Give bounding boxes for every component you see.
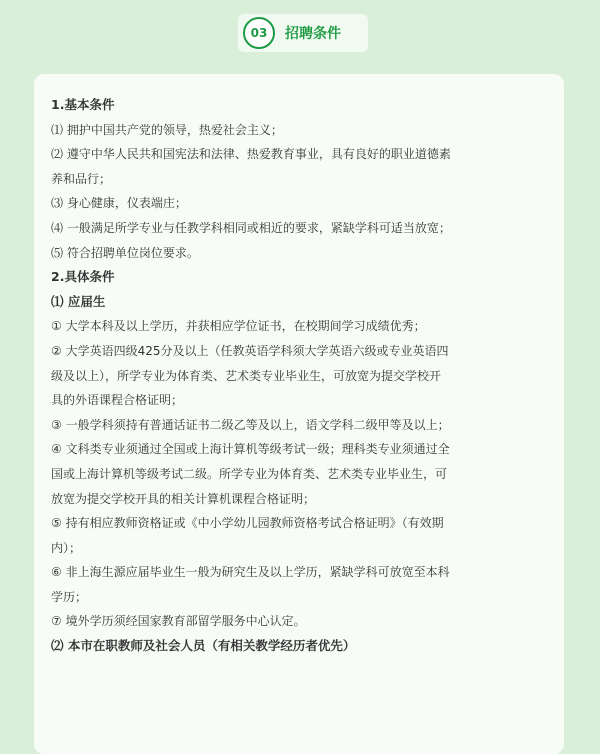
text-line: ② 大学英语四级425分及以上（任教英语学科须大学英语六级或专业英语四 <box>51 343 449 358</box>
text-line: ③ 一般学科须持有普通话证书二级乙等及以上，语文学科二级甲等及以上； <box>51 417 450 432</box>
text-line: 学历； <box>51 589 88 604</box>
text-line: ⑸ 符合招聘单位岗位要求。 <box>51 245 199 260</box>
text-line: ⑷ 一般满足所学专业与任教学科相同或相近的要求，紧缺学科可适当放宽； <box>51 220 451 235</box>
text-line: ⑤ 持有相应教师资格证或《中小学幼儿园教师资格考试合格证明》（有效期 <box>51 516 444 531</box>
conditions-text <box>51 93 556 659</box>
text-line: 级及以上），所学专业为体育类、艺术类专业毕业生，可放宽为提交学校开 <box>51 368 442 383</box>
text-line: ④ 文科类专业须通过全国或上海计算机等级考试一级；理科类专业须通过全 <box>51 442 450 457</box>
heading-basic-conditions: 1.基本条件 <box>51 97 115 112</box>
text-line: 养和品行； <box>51 171 112 186</box>
subheading-in-service-teachers: ⑵ 本市在职教师及社会人员（有相关教学经历者优先） <box>51 638 356 654</box>
section-title: 招聘条件 <box>285 26 341 42</box>
text-line: 国或上海计算机等级考试二级。所学专业为体育类、艺术类专业毕业生，可 <box>51 466 448 481</box>
heading-specific-conditions: 2.具体条件 <box>51 269 115 285</box>
text-line: ⑵ 遵守中华人民共和国宪法和法律、热爱教育事业，具有良好的职业道德素 <box>51 147 451 162</box>
section-number-badge: 03 <box>243 17 275 49</box>
text-line: 放宽为提交学校开具的相关计算机课程合格证明； <box>51 491 316 506</box>
text-line: 内）； <box>51 540 82 555</box>
section-header <box>238 14 368 52</box>
subheading-graduates: ⑴ 应届生 <box>51 293 106 309</box>
text-line: ⑥ 非上海生源应届毕业生一般为研究生及以上学历，紧缺学科可放宽至本科 <box>51 565 450 580</box>
text-line: ⑶ 身心健康，仪表端庄； <box>51 196 187 211</box>
text-line: 具的外语课程合格证明； <box>51 393 184 408</box>
text-line: ① 大学本科及以上学历，并获相应学位证书，在校期间学习成绩优秀； <box>51 319 426 334</box>
text-line: ⑴ 拥护中国共产党的领导，热爱社会主义； <box>51 122 283 137</box>
text-line: ⑦ 境外学历须经国家教育部留学服务中心认定。 <box>51 614 306 629</box>
